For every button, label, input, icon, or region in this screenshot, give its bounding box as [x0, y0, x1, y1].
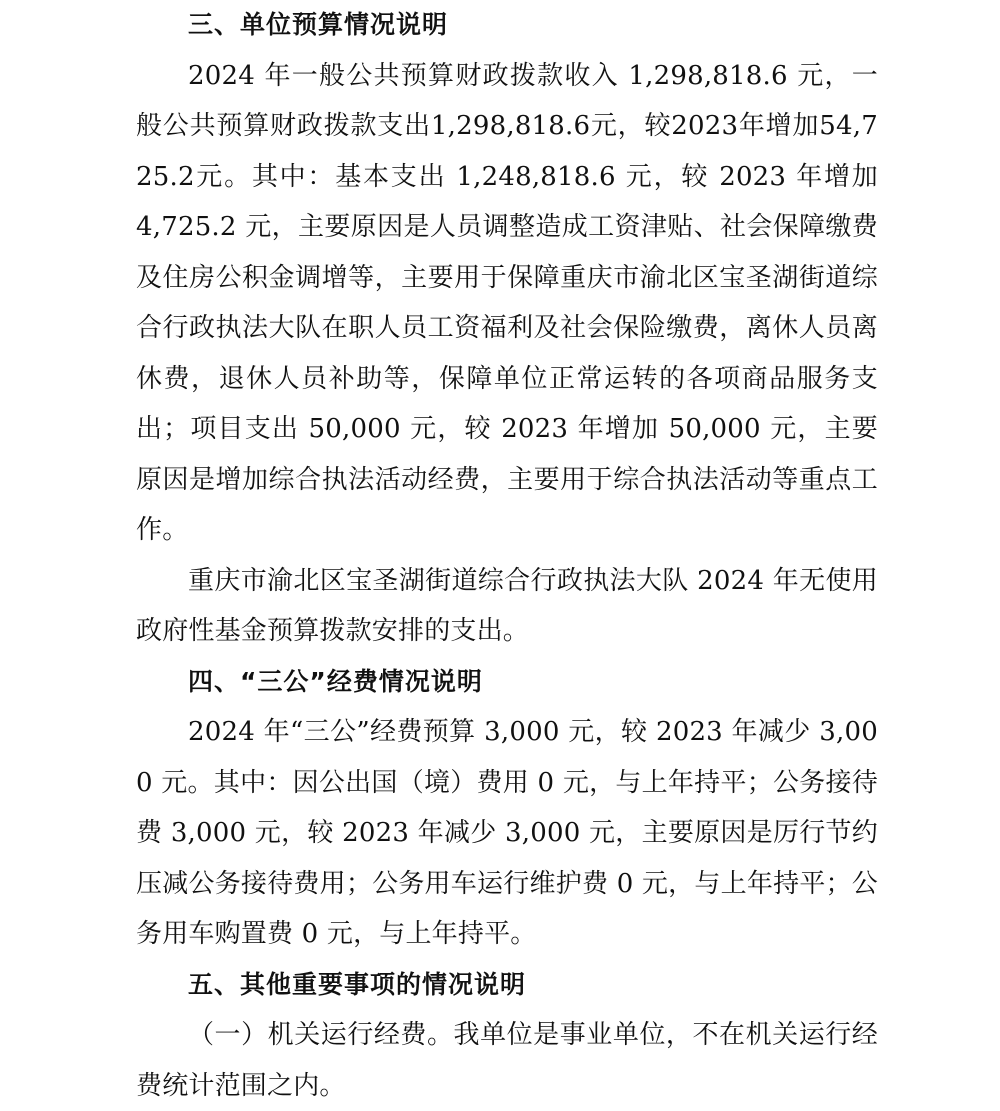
- paragraph-budget-fund: 重庆市渝北区宝圣湖街道综合行政执法大队 2024 年无使用政府性基金预算拨款安排的支出。: [136, 565, 878, 646]
- paragraph-operating-costs: （一）机关运行经费。我单位是事业单位，不在机关运行经费统计范围之内。: [136, 1020, 878, 1101]
- paragraph-three-public: 2024 年“三公”经费预算 3,000 元，较 2023 年减少 3,000 元。其中：因公出国（境）费用 0 元，与上年持平；公务接待费 3,000 元，较 2023 年减少 3,000 元，主要原因是厉行节约压减公务接待费用；公务用车运行维护费 0 元，与上年持平；公务用车购置费 0 元，与上年持平。: [136, 717, 878, 949]
- document-page: [136, 0, 878, 1111]
- section-heading-other-matters: 五、其他重要事项的情况说明: [188, 969, 527, 999]
- paragraph-budget-general: 2024 年一般公共预算财政拨款收入 1,298,818.6 元，一般公共预算财政拨款支出1,298,818.6元，较2023年增加54,725.2元。其中：基本支出 1,248,818.6 元，较 2023 年增加 4,725.2 元，主要原因是人员调整造成工资津贴、社会保障缴费及住房公积金调增等，主要用于保障重庆市渝北区宝圣湖街道综合行政执法大队在职人员工资福利及社会保险缴费，离休人员离休费，退休人员补助等，保障单位正常运转的各项商品服务支出；项目支出 50,000 元，较 2023 年增加 50,000 元，主要原因是增加综合执法活动经费，主要用于综合执法活动等重点工作。: [136, 60, 878, 545]
- section-heading-budget: 三、单位预算情况说明: [188, 10, 449, 39]
- section-heading-three-public: 四、“三公”经费情况说明: [188, 666, 483, 696]
